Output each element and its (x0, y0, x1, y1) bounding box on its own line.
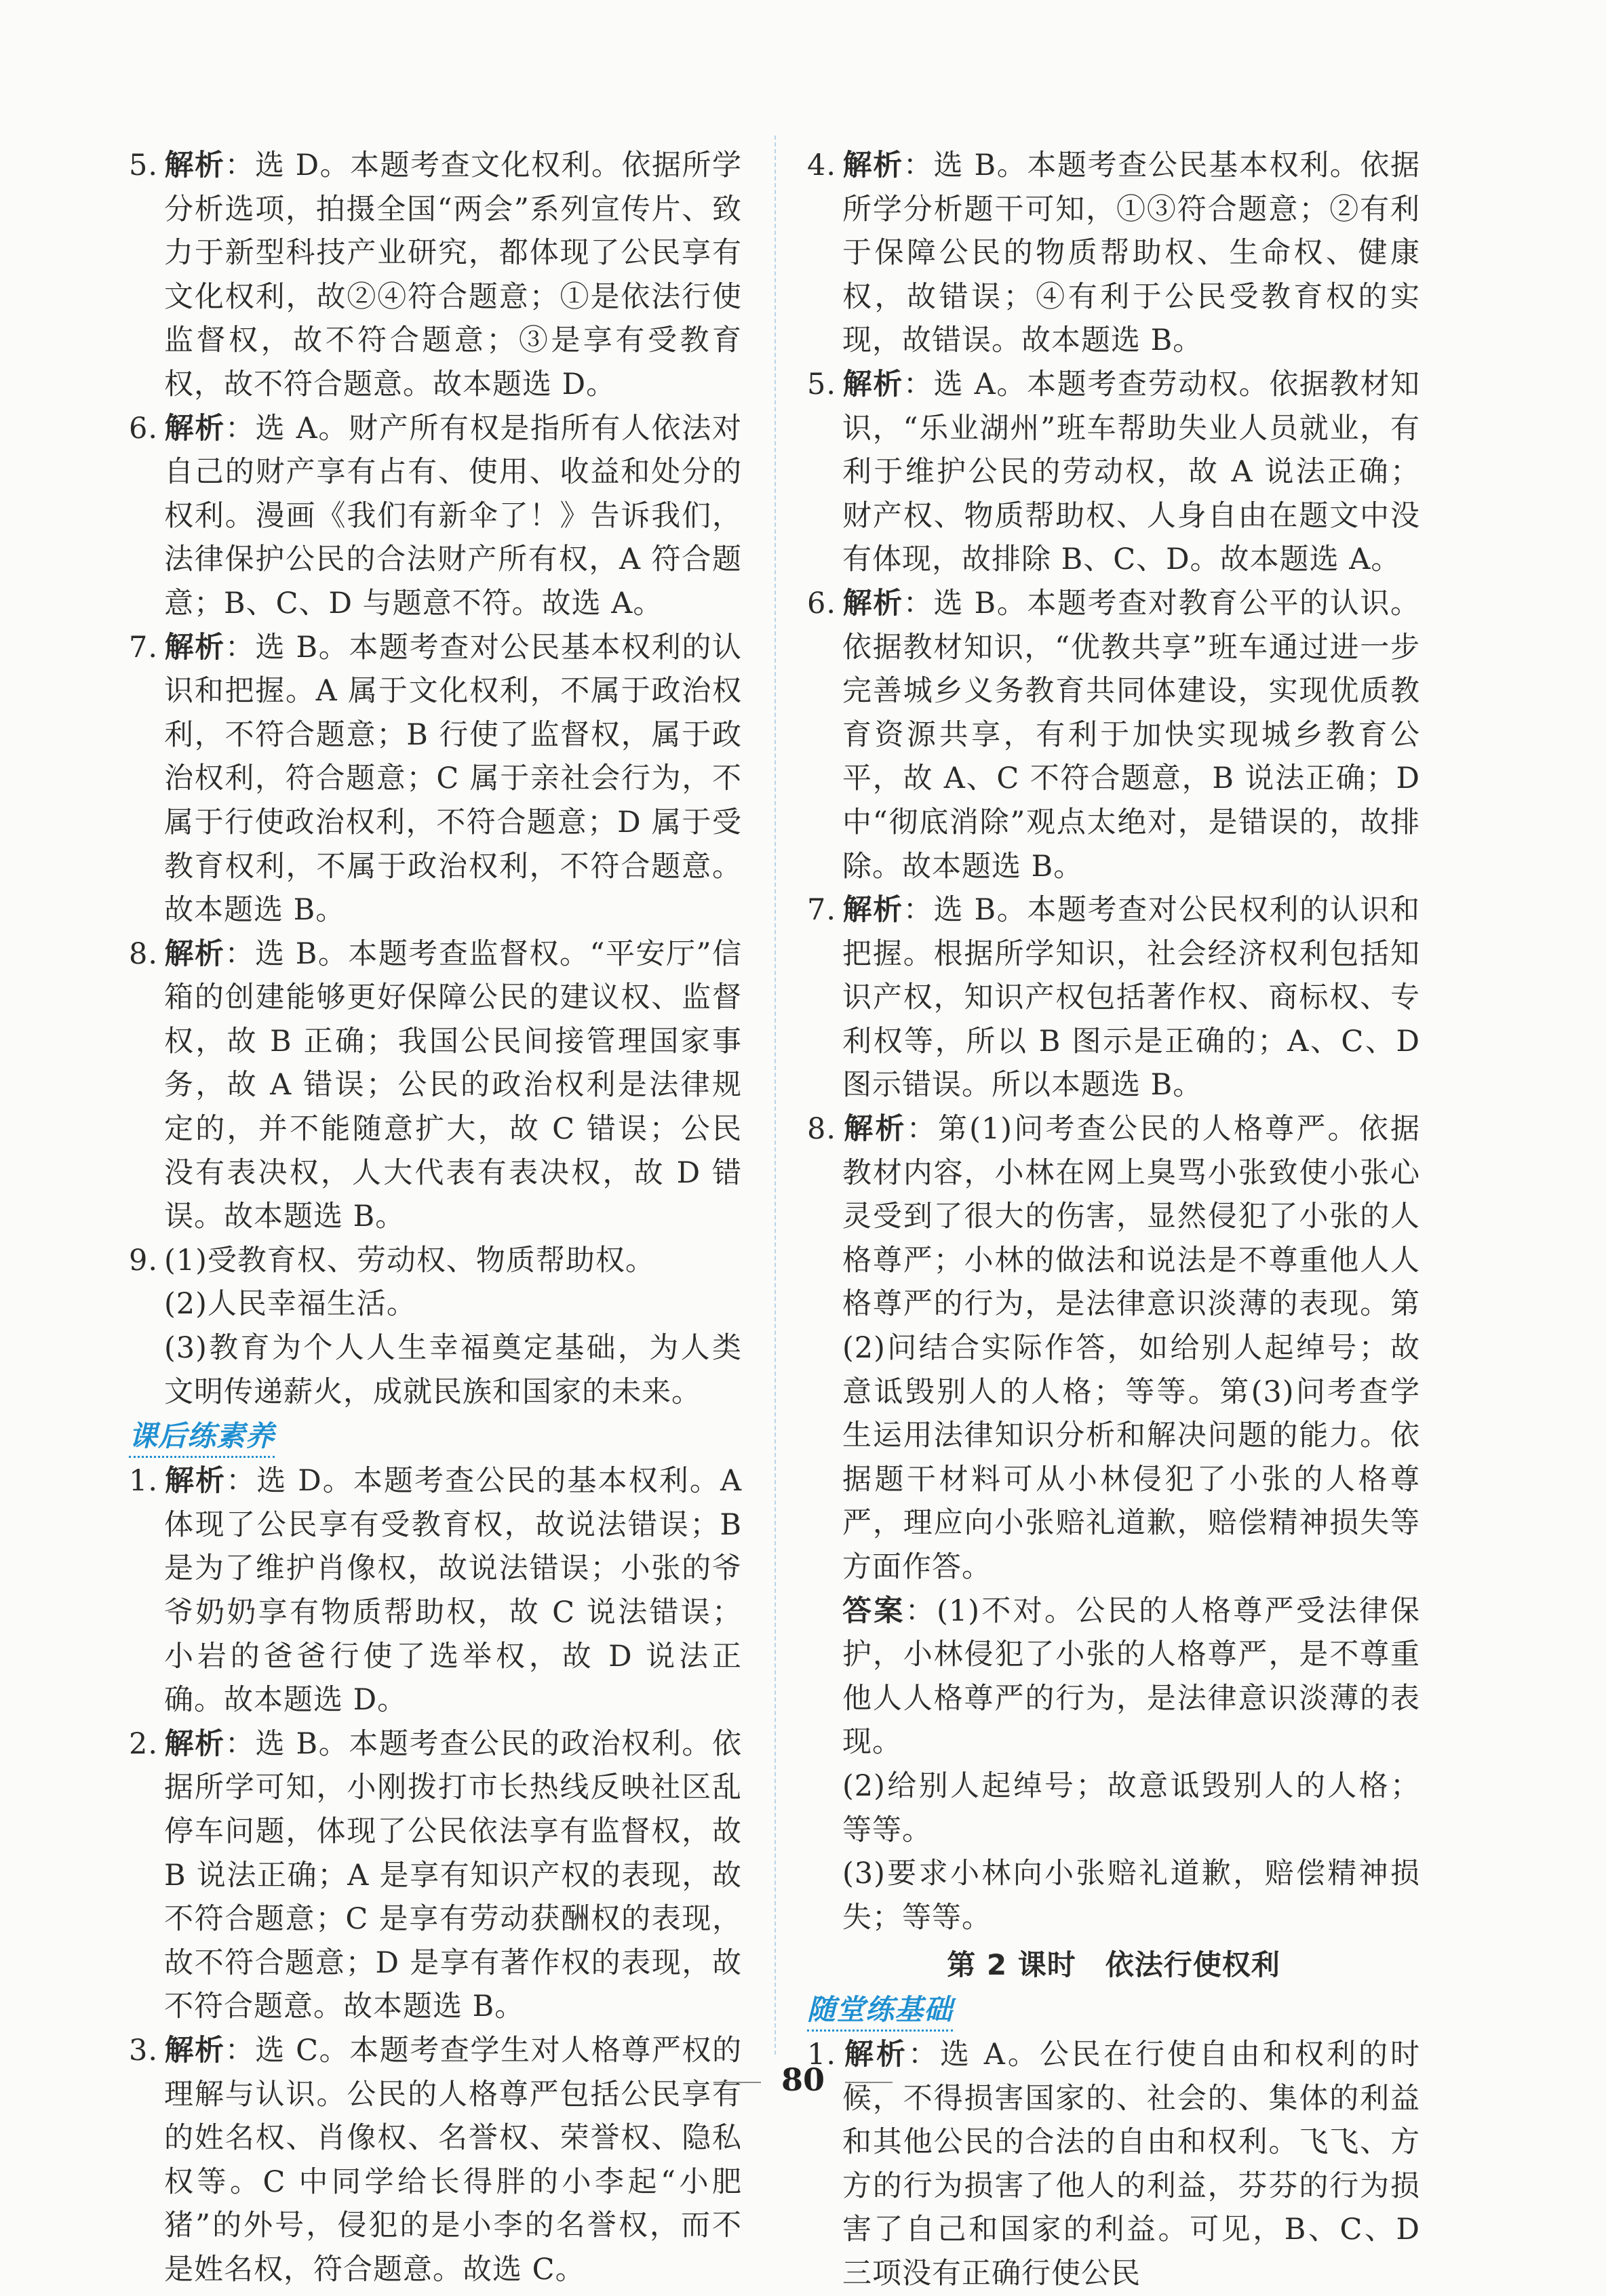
item-number: 3. (129, 2033, 159, 2067)
practice-item-4 (807, 144, 1420, 363)
answer-label: 答案 (842, 1594, 905, 1628)
answer-text-2: (2)给别人起绰号；故意诋毁别人的人格；等等。 (842, 1768, 1420, 1847)
analysis-text: ：选 C。本题考查学生对人格尊严权的理解与认识。公民的人格尊严包括公民享有的姓名权、肖像权、名誉权、荣誉权、隐私权等。C 中同学给长得胖的小李起“小肥猪”的外号，侵犯的是小李的名誉权，而不是姓名权，符合题意。故选 C。 (164, 2033, 742, 2287)
answer-line-2: (2)人民幸福生活。 (164, 1287, 416, 1322)
lesson-title: 第 2 课时 依法行使权利 (947, 1948, 1280, 1982)
page-number: 80 (0, 2061, 1606, 2098)
analysis-text: ：选 A。本题考查劳动权。依据教材知识，“乐业湖州”班车帮助失业人员就业，有利于维护公民的劳动权，故 A 说法正确；财产权、物质帮助权、人身自由在题文中没有体现，故排除 B、C、D。故本题选 A。 (842, 367, 1420, 577)
dash-left (713, 2082, 761, 2083)
item-number: 2. (129, 1726, 159, 1761)
analysis-label: 解析 (842, 2037, 909, 2072)
answer-text-3: (3)要求小林向小张赔礼道歉，赔偿精神损失；等等。 (842, 1857, 1420, 1935)
answer-item-9 (129, 1239, 742, 1414)
answer-item-6 (129, 407, 742, 626)
analysis-label: 解析 (842, 586, 903, 620)
item-number: 6. (129, 411, 159, 446)
practice-item-2 (129, 1722, 742, 2029)
item-number: 4. (807, 149, 837, 182)
analysis-label: 解析 (164, 1464, 227, 1499)
left-column (129, 144, 742, 2292)
answer-item-5 (129, 144, 742, 407)
analysis-label: 解析 (164, 1726, 225, 1761)
section-heading-in-class: 随堂练基础 (807, 1987, 1420, 2033)
practice-item-1 (129, 1459, 742, 1722)
analysis-text: ：选 B。本题考查监督权。“平安厅”信箱的创建能够更好保障公民的建议权、监督权，故 B 正确；我国公民间接管理国家事务，故 A 错误；公民的政治权利是法律规定的，并不能随意扩大，故 C 错误；公民没有表决权，人大代表有表决权，故 D 错误。故本题选 B。 (164, 936, 743, 1234)
item-number: 1. (129, 1464, 159, 1499)
analysis-label: 解析 (164, 2033, 225, 2067)
answer-item-7 (129, 626, 742, 932)
answer-item-8 (129, 932, 742, 1239)
item-number: 7. (807, 893, 837, 928)
analysis-text: ：选 B。本题考查对公民权利的认识和把握。根据所学知识，社会经济权利包括知识产权，知识产权包括著作权、商标权、专利权等，所以 B 图示是正确的；A、C、D 图示错误。所以本题选 B。 (842, 893, 1421, 1103)
practice-item-8 (807, 1107, 1420, 1939)
analysis-text: ：选 B。本题考查对公民基本权利的认识和把握。A 属于文化权利，不属于政治权利，不符合题意；B 行使了监督权，属于政治权利，符合题意；C 属于亲社会行为，不属于行使政治权利，不符合题意；D 属于受教育权利，不属于政治权利，不符合题意。故本题选 B。 (164, 630, 743, 928)
item-number: 6. (807, 586, 837, 620)
analysis-label: 解析 (842, 149, 903, 182)
item-number: 1. (807, 2037, 837, 2072)
practice-item-6 (807, 582, 1420, 888)
column-divider (775, 136, 776, 2055)
right-column (807, 144, 1420, 2296)
practice-item-7 (807, 888, 1420, 1107)
answer-text-1: ：(1)不对。公民的人格尊严受法律保护，小林侵犯了小张的人格尊严，是不尊重他人人格尊严的行为，是法律意识淡薄的表现。 (842, 1594, 1420, 1760)
practice-item-5 (807, 363, 1420, 582)
analysis-text: ：选 A。财产所有权是指所有人依法对自己的财产享有占有、使用、收益和处分的权利。漫画《我们有新伞了！》告诉我们，法律保护公民的合法财产所有权，A 符合题意；B、C、D 与题意不符。故选 A。 (164, 411, 742, 620)
analysis-text: ：选 B。本题考查对教育公平的认识。依据教材知识，“优教共享”班车通过进一步完善城乡义务教育共同体建设，实现优质教育资源共享，有利于加快实现城乡教育公平，故 A、C 不符合题意，B 说法正确；D 中“彻底消除”观点太绝对，是错误的，故排除。故本题选 B。 (842, 586, 1421, 884)
analysis-label: 解析 (164, 411, 225, 446)
answer-line-1: (1)受教育权、劳动权、物质帮助权。 (164, 1243, 655, 1278)
analysis-text: ：第(1)问考查公民的人格尊严。依据教材内容，小林在网上臭骂小张致使小张心灵受到了很大的伤害，显然侵犯了小张的人格尊严；小林的做法和说法是不尊重他人人格尊严的行为，是法律意识淡薄的表现。第(2)问结合实际作答，如给别人起绰号；故意诋毁别人的人格；等等。第(3)问考查学生运用法律知识分析和解决问题的能力。依据题干材料可从小林侵犯了小张的人格尊严，理应向小张赔礼道歉，赔偿精神损失等方面作答。 (842, 1112, 1420, 1584)
dash-right (845, 2082, 893, 2083)
analysis-label: 解析 (164, 149, 225, 182)
analysis-text: ：选 D。本题考查文化权利。依据所学分析选项，拍摄全国“两会”系列宣传片、致力于新型科技产业研究，都体现了公民享有文化权利，故②④符合题意；①是依法行使监督权，故不符合题意；③是享有受教育权，故不符合题意。故本题选 D。 (164, 149, 742, 401)
answer-line-3: (3)教育为个人人生幸福奠定基础，为人类文明传递薪火，成就民族和国家的未来。 (164, 1331, 742, 1409)
analysis-label: 解析 (164, 630, 225, 665)
analysis-text: ：选 B。本题考查公民基本权利。依据所学分析题干可知，①③符合题意；②有利于保障公民的物质帮助权、生命权、健康权，故错误；④有利于公民受教育权的实现，故错误。故本题选 B。 (842, 149, 1421, 358)
item-number: 5. (129, 149, 159, 182)
analysis-text: ：选 B。本题考查公民的政治权利。依据所学可知，小刚拨打市长热线反映社区乱停车问题，体现了公民依法享有监督权，故 B 说法正确；A 是享有知识产权的表现，故不符合题意；C 是享有劳动获酬权的表现，故不符合题意；D 是享有著作权的表现，故不符合题意。故本题选 B。 (164, 1726, 743, 2024)
item-number: 8. (129, 936, 159, 971)
section-heading-after-class: 课后练素养 (129, 1414, 742, 1459)
item-number: 9. (129, 1243, 159, 1278)
analysis-label: 解析 (842, 893, 903, 928)
item-number: 7. (129, 630, 159, 665)
analysis-label: 解析 (164, 936, 225, 971)
analysis-text: ：选 A。公民在行使自由和权利的时候，不得损害国家的、社会的、集体的利益和其他公民的合法的自由和权利。飞飞、方方的行为损害了他人的利益，芬芬的行为损害了自己和国家的利益。可见，B、C、D 三项没有正确行使公民 (842, 2037, 1420, 2291)
analysis-label: 解析 (842, 367, 903, 401)
item-number: 5. (807, 367, 837, 401)
item-number: 8. (807, 1112, 837, 1147)
analysis-text: ：选 D。本题考查公民的基本权利。A 体现了公民享有受教育权，故说法错误；B 是为了维护肖像权，故说法错误；小张的爷爷奶奶享有物质帮助权，故 C 说法错误；小岩的爸爸行使了选举权，故 D 说法正确。故本题选 D。 (164, 1464, 743, 1718)
analysis-label: 解析 (842, 1112, 907, 1147)
